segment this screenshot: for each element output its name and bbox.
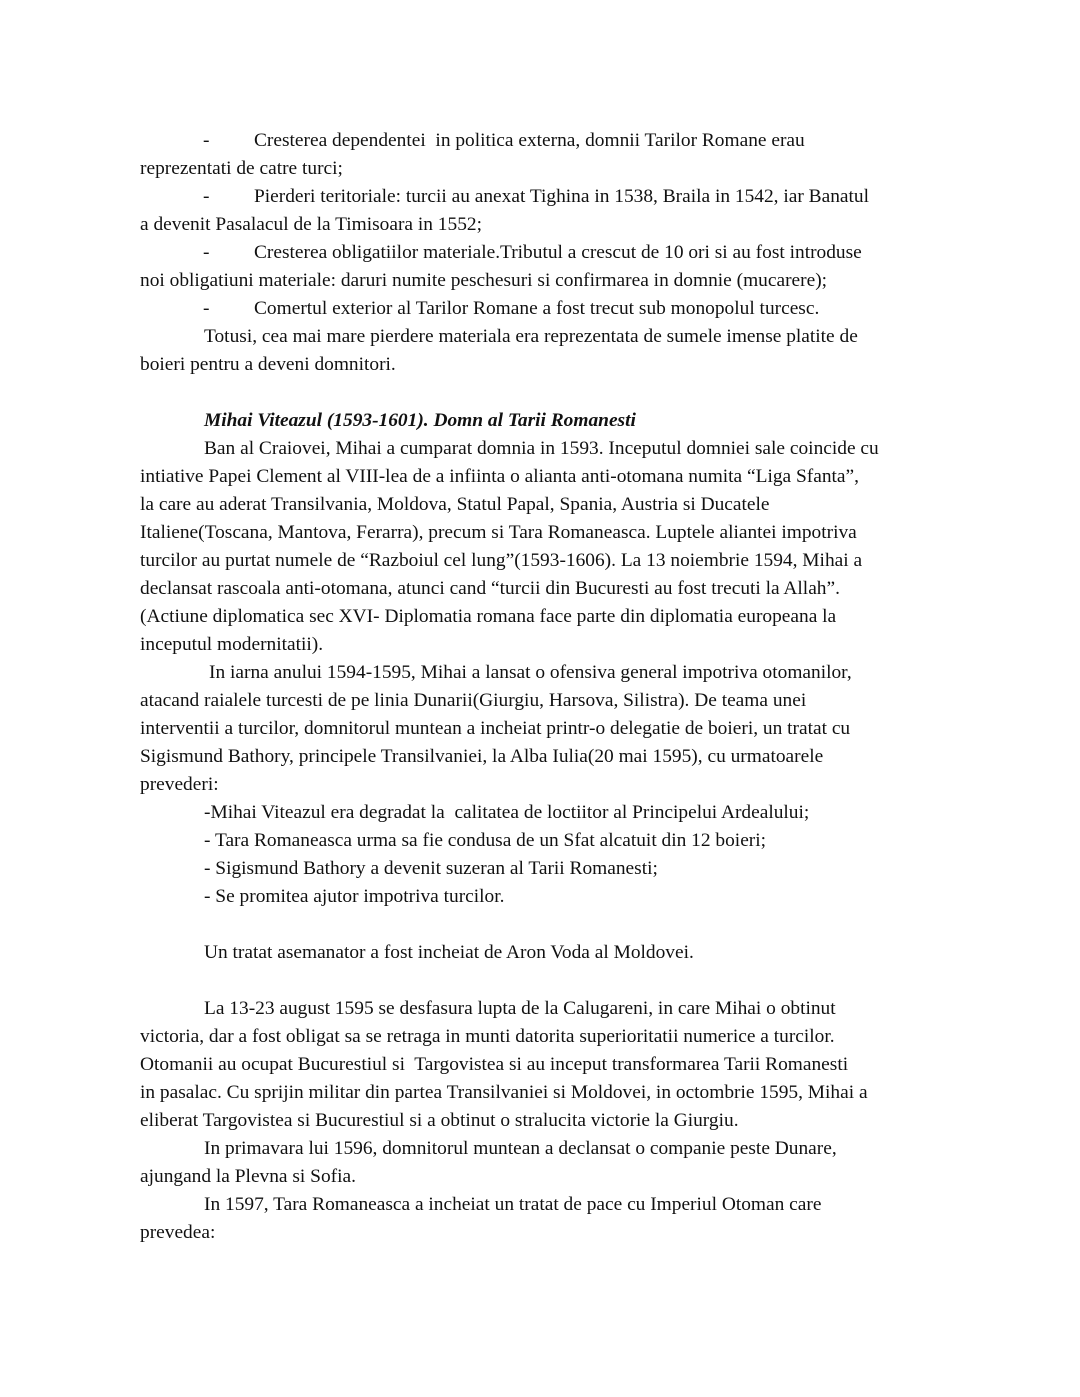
- treaty-item: -Mihai Viteazul era degradat la calitatea de loctiitor al Principelui Ardealului;: [204, 802, 810, 823]
- bullet-marker: -: [203, 298, 210, 319]
- paragraph-line: declansat rascoala anti-otomana, atunci cand “turcii din Bucuresti au fost trecuti la Allah”.: [140, 578, 840, 599]
- paragraph-line: in pasalac. Cu sprijin militar din partea Transilvaniei si Moldovei, in octombrie 1595, Mihai a: [140, 1082, 868, 1103]
- bullet-text-cont: reprezentati de catre turci;: [140, 158, 343, 179]
- paragraph-line: In 1597, Tara Romaneasca a incheiat un tratat de pace cu Imperiul Otoman care: [204, 1194, 822, 1215]
- bullet-text: Cresterea dependentei in politica externa, domnii Tarilor Romane erau: [254, 130, 805, 151]
- bullet-text-cont: noi obligatiuni materiale: daruri numite peschesuri si confirmarea in domnie (mucarere);: [140, 270, 828, 291]
- paragraph-line: inceputul modernitatii).: [140, 634, 324, 655]
- paragraph-line: atacand raialele turcesti de pe linia Dunarii(Giurgiu, Harsova, Silistra). De teama unei: [140, 690, 807, 711]
- paragraph-line: intiative Papei Clement al VIII-lea de a infiinta o alianta anti-otomana numita “Liga Sfanta”,: [140, 466, 859, 487]
- treaty-item: - Sigismund Bathory a devenit suzeran al Tarii Romanesti;: [204, 858, 658, 879]
- bullet-marker: -: [203, 186, 210, 207]
- bullet-marker: -: [203, 130, 210, 151]
- paragraph-line: Otomanii au ocupat Bucurestiul si Targovistea si au inceput transformarea Tarii Romanesti: [140, 1054, 849, 1075]
- bullet-marker: -: [203, 242, 210, 263]
- paragraph-line: victoria, dar a fost obligat sa se retraga in munti datorita superioritatii numerice a turcilor.: [140, 1026, 835, 1047]
- paragraph-line: (Actiune diplomatica sec XVI- Diplomatia romana face parte din diplomatia europeana la: [140, 606, 837, 627]
- paragraph-line: La 13-23 august 1595 se desfasura lupta de la Calugareni, in care Mihai o obtinut: [204, 998, 836, 1019]
- bullet-text: Comertul exterior al Tarilor Romane a fost trecut sub monopolul turcesc.: [254, 298, 820, 319]
- treaty-item: - Tara Romaneasca urma sa fie condusa de un Sfat alcatuit din 12 boieri;: [204, 830, 767, 851]
- paragraph-line: turcilor au purtat numele de “Razboiul cel lung”(1593-1606). La 13 noiembrie 1594, Mihai a: [140, 550, 863, 571]
- treaty-item: - Se promitea ajutor impotriva turcilor.: [204, 886, 505, 907]
- bullet-text: Cresterea obligatiilor materiale.Tributul a crescut de 10 ori si au fost introduse: [254, 242, 862, 263]
- paragraph-line: ajungand la Plevna si Sofia.: [140, 1166, 356, 1187]
- paragraph-line: prevedea:: [140, 1222, 216, 1243]
- paragraph-line: Sigismund Bathory, principele Transilvaniei, la Alba Iulia(20 mai 1595), cu urmatoarele: [140, 746, 824, 767]
- paragraph-line: In primavara lui 1596, domnitorul muntean a declansat o companie peste Dunare,: [204, 1138, 837, 1159]
- paragraph-line: Totusi, cea mai mare pierdere materiala era reprezentata de sumele imense platite de: [204, 326, 858, 347]
- paragraph-line: eliberat Targovistea si Bucurestiul si a obtinut o stralucita victorie la Giurgiu.: [140, 1110, 739, 1131]
- paragraph-line: Un tratat asemanator a fost incheiat de Aron Voda al Moldovei.: [204, 942, 694, 963]
- paragraph-line: la care au aderat Transilvania, Moldova, Statul Papal, Spania, Austria si Ducatele: [140, 494, 770, 515]
- paragraph-line: boieri pentru a deveni domnitori.: [140, 354, 396, 375]
- paragraph-line: In iarna anului 1594-1595, Mihai a lansat o ofensiva general impotriva otomanilor,: [209, 662, 852, 683]
- section-title: Mihai Viteazul (1593-1601). Domn al Tarii Romanesti: [204, 410, 636, 431]
- bullet-text-cont: a devenit Pasalacul de la Timisoara in 1552;: [140, 214, 482, 235]
- paragraph-line: Ban al Craiovei, Mihai a cumparat domnia in 1593. Inceputul domniei sale coincide cu: [204, 438, 879, 459]
- paragraph-line: Italiene(Toscana, Mantova, Ferarra), precum si Tara Romaneasca. Luptele aliantei impotriva: [140, 522, 857, 543]
- bullet-text: Pierderi teritoriale: turcii au anexat Tighina in 1538, Braila in 1542, iar Banatul: [254, 186, 869, 207]
- paragraph-line: interventii a turcilor, domnitorul muntean a incheiat printr-o delegatie de boieri, un tratat cu: [140, 718, 851, 739]
- paragraph-line: prevederi:: [140, 774, 219, 795]
